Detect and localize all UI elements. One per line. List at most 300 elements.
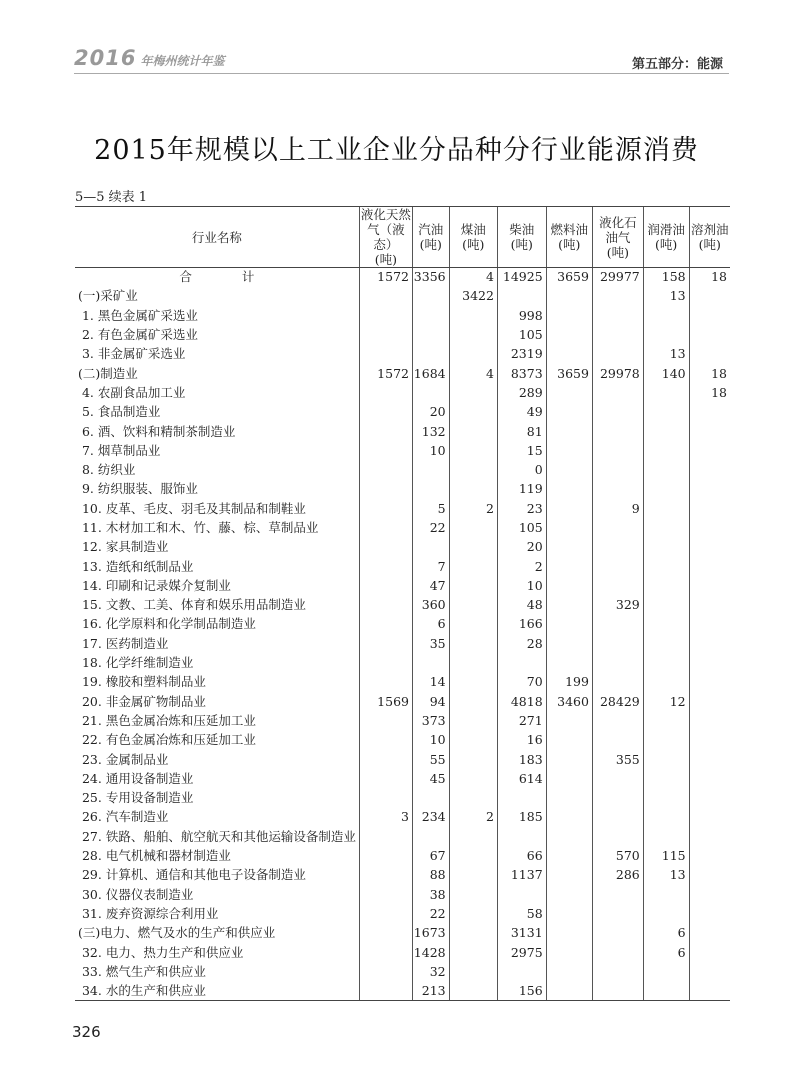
value-cell [689,325,730,344]
value-cell [643,538,689,557]
industry-name-cell: 13. 造纸和纸制品业 [78,558,194,574]
value-cell: 23 [497,499,546,518]
value-cell: 119 [497,480,546,499]
industry-name-cell: 2. 有色金属矿采选业 [78,327,198,343]
value-cell [592,653,643,672]
value-cell [546,943,592,962]
value-cell [359,518,412,537]
value-cell [546,596,592,615]
value-cell [412,287,449,306]
value-cell [592,538,643,557]
value-cell [449,711,497,730]
value-cell [643,596,689,615]
value-cell: 22 [412,518,449,537]
value-cell [546,653,592,672]
value-cell [546,615,592,634]
header-divider [74,73,729,74]
value-cell [449,673,497,692]
industry-name-cell: 23. 金属制品业 [78,751,169,767]
value-cell [592,576,643,595]
value-cell [546,924,592,943]
value-cell: 3131 [497,924,546,943]
value-cell [359,422,412,441]
value-cell [643,731,689,750]
value-cell [689,306,730,325]
value-cell [546,383,592,402]
value-cell [643,789,689,808]
table-row [75,403,730,422]
industry-name-cell: 5. 食品制造业 [78,404,161,420]
value-cell [546,576,592,595]
value-cell [643,383,689,402]
value-cell: 10 [412,731,449,750]
value-cell [689,866,730,885]
value-cell: 6 [643,943,689,962]
value-cell [643,480,689,499]
value-cell [449,538,497,557]
value-cell [449,383,497,402]
value-cell: 94 [412,692,449,711]
value-cell [546,499,592,518]
value-cell [689,904,730,923]
table-row [75,383,730,402]
value-cell [689,615,730,634]
value-cell [643,422,689,441]
industry-name-cell: (三)电力、燃气及水的生产和供应业 [78,925,276,941]
column-header: 溶剂油 (吨) [689,207,730,268]
value-cell: 29977 [592,268,643,287]
column-header: 煤油 (吨) [449,207,497,268]
table-row [75,325,730,344]
value-cell [359,480,412,499]
value-cell [359,904,412,923]
value-cell: 3460 [546,692,592,711]
value-cell: 1673 [412,924,449,943]
table-row [75,441,730,460]
value-cell: 22 [412,904,449,923]
industry-name-cell: 9. 纺织服装、服饰业 [78,481,198,497]
table-row [75,596,730,615]
value-cell: 4818 [497,692,546,711]
value-cell [449,557,497,576]
value-cell [449,750,497,769]
value-cell [643,673,689,692]
value-cell: 3356 [412,268,449,287]
value-cell: 158 [643,268,689,287]
value-cell: 105 [497,325,546,344]
value-cell [449,827,497,846]
value-cell [546,538,592,557]
industry-name-cell: 20. 非金属矿物制品业 [78,693,206,709]
table-row [75,287,730,306]
value-cell [592,981,643,1000]
value-cell: 66 [497,846,546,865]
value-cell: 20 [412,403,449,422]
industry-name-cell: 1. 黑色金属矿采选业 [78,307,198,323]
value-cell [497,885,546,904]
industry-name-cell: 15. 文教、工美、体育和娱乐用品制造业 [78,597,306,613]
section-label: 第五部分：能源 [631,57,723,72]
value-cell [689,962,730,981]
value-cell [497,789,546,808]
value-cell [359,924,412,943]
value-cell [592,518,643,537]
value-cell [689,885,730,904]
value-cell [689,943,730,962]
value-cell: 28 [497,634,546,653]
value-cell [359,846,412,865]
value-cell [359,403,412,422]
value-cell: 6 [412,615,449,634]
value-cell [592,673,643,692]
value-cell: 15 [497,441,546,460]
value-cell [412,460,449,479]
value-cell [359,827,412,846]
value-cell: 355 [592,750,643,769]
industry-name-cell: 3. 非金属矿采选业 [78,346,186,362]
table-row [75,615,730,634]
value-cell [643,962,689,981]
table-row [75,808,730,827]
value-cell [546,287,592,306]
value-cell: 20 [497,538,546,557]
industry-name-cell: 18. 化学纤维制造业 [78,655,194,671]
value-cell [689,576,730,595]
value-cell [546,345,592,364]
value-cell: 271 [497,711,546,730]
value-cell: 88 [412,866,449,885]
value-cell [546,403,592,422]
value-cell [449,403,497,422]
value-cell [643,885,689,904]
table-caption: 5—5 续表 1 [75,190,148,205]
value-cell [689,731,730,750]
value-cell [497,827,546,846]
value-cell [546,441,592,460]
value-cell [592,306,643,325]
value-cell [449,846,497,865]
value-cell: 1572 [359,364,412,383]
value-cell: 8373 [497,364,546,383]
industry-name-cell: (二)制造业 [78,365,138,381]
value-cell: 1684 [412,364,449,383]
table-row [75,538,730,557]
value-cell [546,808,592,827]
value-cell [689,499,730,518]
value-cell [359,325,412,344]
value-cell [643,711,689,730]
value-cell [546,557,592,576]
value-cell [546,634,592,653]
value-cell [359,576,412,595]
value-cell [643,557,689,576]
value-cell [359,866,412,885]
table-row [75,673,730,692]
table-row [75,962,730,981]
value-cell: 9 [592,499,643,518]
value-cell: 5 [412,499,449,518]
value-cell [689,769,730,788]
value-cell [546,306,592,325]
value-cell: 13 [643,287,689,306]
value-cell [592,731,643,750]
value-cell: 199 [546,673,592,692]
value-cell: 55 [412,750,449,769]
value-cell [592,460,643,479]
value-cell [592,789,643,808]
value-cell [546,981,592,1000]
value-cell: 570 [592,846,643,865]
table-row [75,268,730,287]
value-cell [689,403,730,422]
value-cell: 4 [449,268,497,287]
column-header: 润滑油 (吨) [643,207,689,268]
value-cell: 16 [497,731,546,750]
value-cell: 28429 [592,692,643,711]
value-cell [592,557,643,576]
value-cell [592,827,643,846]
value-cell: 2 [449,499,497,518]
value-cell: 32 [412,962,449,981]
energy-consumption-table [75,206,730,1001]
table-row [75,422,730,441]
value-cell [643,750,689,769]
value-cell: 35 [412,634,449,653]
industry-name-cell: 21. 黑色金属冶炼和压延加工业 [78,712,256,728]
value-cell [359,653,412,672]
value-cell: 6 [643,924,689,943]
value-cell [449,325,497,344]
value-cell: 7 [412,557,449,576]
value-cell [592,480,643,499]
industry-name-cell: 8. 纺织业 [78,462,136,478]
value-cell: 13 [643,866,689,885]
value-cell [592,441,643,460]
value-cell: 3659 [546,268,592,287]
value-cell [689,789,730,808]
value-cell [359,499,412,518]
value-cell [689,808,730,827]
value-cell [689,750,730,769]
value-cell: 115 [643,846,689,865]
value-cell [359,306,412,325]
value-cell [643,634,689,653]
value-cell [592,769,643,788]
value-cell [449,653,497,672]
value-cell [592,904,643,923]
value-cell: 286 [592,866,643,885]
value-cell [689,653,730,672]
value-cell [592,962,643,981]
value-cell: 213 [412,981,449,1000]
yearbook-year: 2016 [74,46,137,70]
table-row [75,846,730,865]
column-header: 液化石 油气 (吨) [592,207,643,268]
table-row [75,885,730,904]
value-cell: 1137 [497,866,546,885]
value-cell [592,422,643,441]
value-cell [643,827,689,846]
table-row [75,866,730,885]
industry-name-cell: 25. 专用设备制造业 [78,790,194,806]
value-cell [643,981,689,1000]
table-row [75,634,730,653]
value-cell [359,557,412,576]
table-row [75,769,730,788]
value-cell: 0 [497,460,546,479]
value-cell: 18 [689,383,730,402]
value-cell: 234 [412,808,449,827]
value-cell: 3422 [449,287,497,306]
value-cell [359,441,412,460]
value-cell: 2975 [497,943,546,962]
value-cell [689,345,730,364]
value-cell [449,615,497,634]
table-row [75,557,730,576]
value-cell: 329 [592,596,643,615]
value-cell: 70 [497,673,546,692]
value-cell: 45 [412,769,449,788]
value-cell: 4 [449,364,497,383]
value-cell [689,827,730,846]
value-cell: 183 [497,750,546,769]
value-cell [449,692,497,711]
value-cell [449,731,497,750]
industry-name-cell: 6. 酒、饮料和精制茶制造业 [78,423,236,439]
industry-name-cell: 34. 水的生产和供应业 [75,981,359,1000]
value-cell: 2319 [497,345,546,364]
value-cell [546,731,592,750]
value-cell: 10 [412,441,449,460]
value-cell [546,789,592,808]
value-cell [689,673,730,692]
value-cell [412,480,449,499]
table-row [75,653,730,672]
value-cell: 14 [412,673,449,692]
value-cell: 49 [497,403,546,422]
value-cell [592,711,643,730]
value-cell: 12 [643,692,689,711]
value-cell [412,789,449,808]
value-cell [643,499,689,518]
value-cell [359,750,412,769]
value-cell: 289 [497,383,546,402]
value-cell [359,673,412,692]
value-cell: 18 [689,268,730,287]
table-header-row [75,207,730,268]
value-cell [546,769,592,788]
table-row [75,480,730,499]
industry-name-cell: 12. 家具制造业 [78,539,169,555]
value-cell [359,885,412,904]
table-row [75,576,730,595]
value-cell [359,711,412,730]
value-cell: 2 [497,557,546,576]
value-cell [546,422,592,441]
value-cell [359,615,412,634]
value-cell: 1569 [359,692,412,711]
value-cell [592,924,643,943]
value-cell: 185 [497,808,546,827]
value-cell [359,731,412,750]
value-cell [359,345,412,364]
value-cell [592,403,643,422]
industry-name-cell: 27. 铁路、船舶、航空航天和其他运输设备制造业 [78,828,356,844]
yearbook-name: 年梅州统计年鉴 [140,54,225,68]
value-cell [643,769,689,788]
table-row [75,306,730,325]
table-row [75,827,730,846]
value-cell [689,692,730,711]
value-cell [449,904,497,923]
industry-name-cell: 7. 烟草制品业 [78,442,161,458]
value-cell: 166 [497,615,546,634]
column-header: 汽油 (吨) [412,207,449,268]
value-cell [643,653,689,672]
value-cell: 614 [497,769,546,788]
value-cell [643,403,689,422]
column-header: 行业名称 [75,207,359,268]
value-cell: 3 [359,808,412,827]
value-cell [592,615,643,634]
table-row [75,904,730,923]
value-cell [546,885,592,904]
value-cell: 132 [412,422,449,441]
value-cell [643,306,689,325]
value-cell [546,460,592,479]
table-row [75,711,730,730]
value-cell [449,345,497,364]
industry-name-cell: 24. 通用设备制造业 [78,770,194,786]
value-cell [359,962,412,981]
value-cell [689,557,730,576]
value-cell [546,846,592,865]
value-cell [449,518,497,537]
industry-name-cell: (一)采矿业 [78,288,138,304]
column-header: 液化天然 气（液态） (吨) [360,207,411,267]
value-cell [546,962,592,981]
value-cell [359,596,412,615]
industry-name-cell: 33. 燃气生产和供应业 [78,963,206,979]
value-cell [449,422,497,441]
value-cell [359,460,412,479]
table-row [75,518,730,537]
table-row [75,789,730,808]
value-cell [546,518,592,537]
value-cell [689,924,730,943]
industry-name-cell: 32. 电力、热力生产和供应业 [78,944,244,960]
value-cell [689,538,730,557]
industry-name-cell: 4. 农副食品加工业 [78,384,186,400]
value-cell: 38 [412,885,449,904]
industry-name-cell: 合 计 [179,269,255,285]
table-row [75,364,730,383]
value-cell [592,808,643,827]
value-cell [449,596,497,615]
value-cell [689,634,730,653]
table-row [75,460,730,479]
value-cell [546,325,592,344]
value-cell [359,538,412,557]
table-row [75,499,730,518]
table-row [75,345,730,364]
value-cell [592,634,643,653]
value-cell: 14925 [497,268,546,287]
value-cell [643,325,689,344]
value-cell [449,769,497,788]
value-cell [689,596,730,615]
value-cell [689,441,730,460]
